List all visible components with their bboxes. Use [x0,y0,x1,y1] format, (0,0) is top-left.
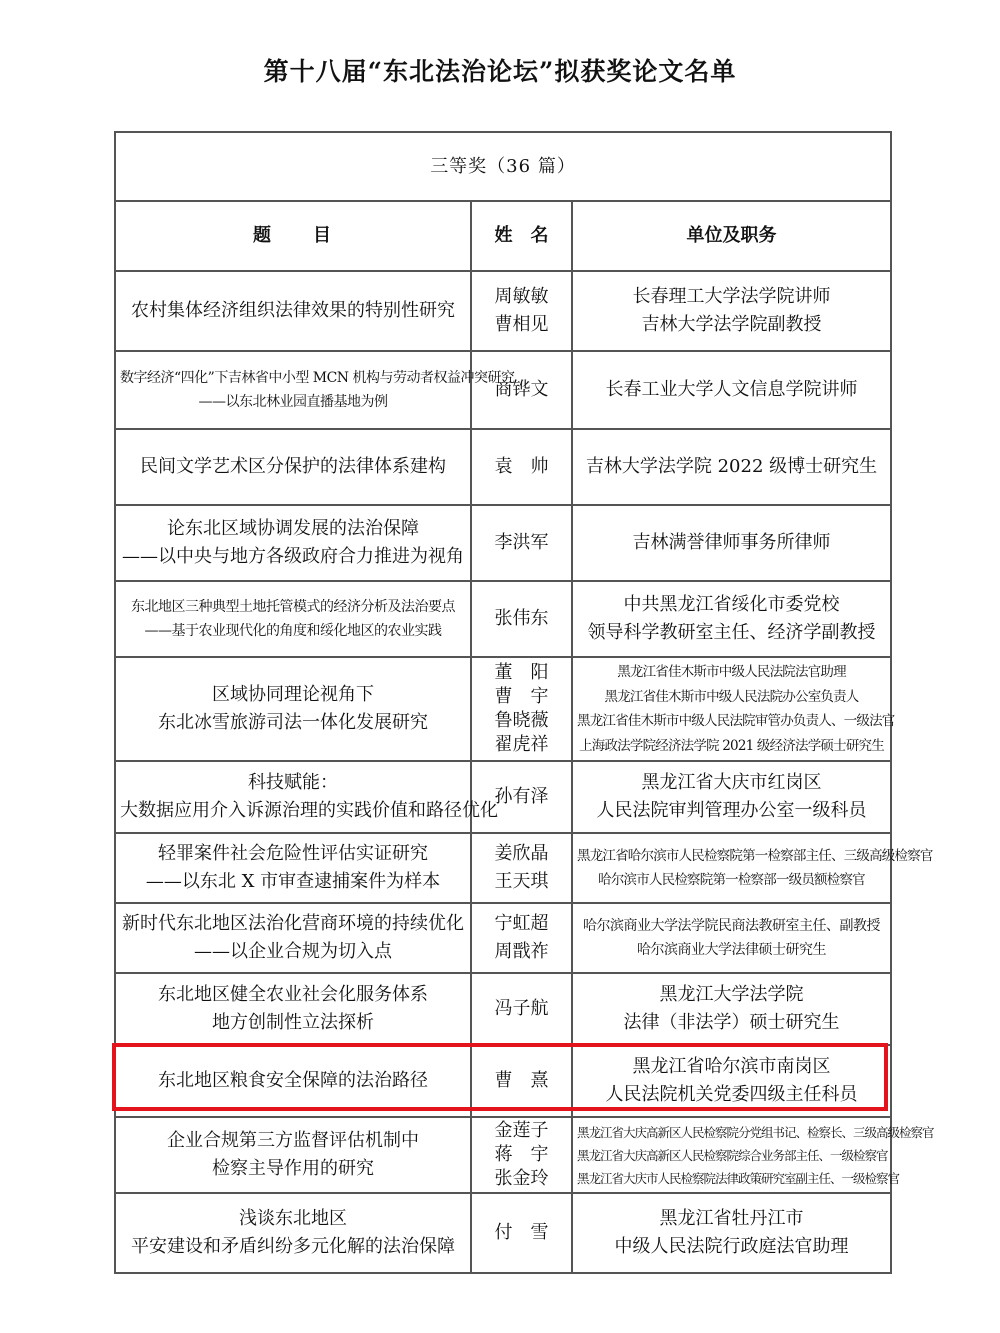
paper-title [115,903,471,973]
author-unit [572,429,891,505]
author-name-line: 李洪军 [494,532,549,553]
author-name [471,903,572,973]
table-row [115,1193,891,1273]
paper-title-line: 东北地区健全农业社会化服务体系 [158,984,428,1005]
paper-title-line: ——以中央与地方各级政府合力推进为视角 [122,546,464,567]
paper-title [115,833,471,903]
author-unit [572,903,891,973]
author-name-line: 姜欣晶 [494,843,549,864]
paper-title-line: 东北地区三种典型土地托管模式的经济分析及法治要点 [131,599,455,615]
author-unit-line: 哈尔滨商业大学法律硕士研究生 [637,942,826,958]
table-row [115,657,891,761]
author-unit-line: 黑龙江省佳木斯市中级人民法院审管办负责人、一级法官 [577,713,895,729]
paper-title-line: 民间文学艺术区分保护的法律体系建构 [140,456,446,477]
author-unit [572,761,891,833]
author-name-line: 商铧文 [494,379,549,400]
author-unit-line: 黑龙江省牡丹江市 [659,1208,804,1229]
paper-title-line: 区域协同理论视角下 [212,684,374,705]
author-unit-line: 人民法院机关党委四级主任科员 [605,1084,858,1105]
author-name [471,1117,572,1193]
author-unit-line: 黑龙江省佳木斯市中级人民法院办公室负责人 [604,688,859,705]
author-name-line: 袁 帅 [494,456,549,477]
table-row [115,581,891,657]
author-name [471,271,572,351]
paper-title-line: 企业合规第三方监督评估机制中 [167,1130,419,1151]
author-unit [572,271,891,351]
author-unit [572,1193,891,1273]
paper-title-line: 科技赋能： [248,772,338,793]
author-name-line: 宁虹超 [494,913,549,934]
column-header-row [115,201,891,271]
author-name [471,657,572,761]
author-name-line: 曹相见 [494,314,549,335]
author-unit-line: 人民法院审判管理办公室一级科员 [596,800,867,821]
paper-title-line: ——基于农业现代化的角度和绥化地区的农业实践 [144,623,442,639]
author-unit-line: 上海政法学院经济法学院 2021 级经济法学硕士研究生 [579,737,884,754]
author-unit-line: 中级人民法院行政庭法官助理 [614,1236,849,1257]
author-name-line: 冯子航 [494,998,549,1019]
author-unit-line: 黑龙江省哈尔滨市人民检察院第一检察部主任、三级高级检察官 [577,847,933,864]
table-row [115,1117,891,1193]
header-name: 姓 名 [471,201,572,271]
author-name [471,351,572,429]
author-name-line: 周敏敏 [494,286,549,307]
author-unit [572,351,891,429]
author-unit-line: 吉林满誉律师事务所律师 [632,532,831,553]
paper-title [115,1117,471,1193]
author-name-line: 曹 熹 [494,1070,549,1091]
paper-title [115,429,471,505]
author-name-line: 周戬祚 [494,941,549,962]
paper-title [115,505,471,581]
author-unit-line: 黑龙江省哈尔滨市南岗区 [632,1056,831,1077]
document-title: 第十八届“东北法治论坛”拟获奖论文名单 [263,57,737,86]
paper-title [115,271,471,351]
author-unit [572,581,891,657]
author-unit-line: 哈尔滨市人民检察院第一检察部一级员额检察官 [598,872,865,888]
paper-title-line: 平安建设和矛盾纠纷多元化解的法治保障 [131,1236,455,1257]
paper-title-line: 东北地区粮食安全保障的法治路径 [158,1070,428,1091]
author-unit-line: 长春理工大学法学院讲师 [632,286,831,307]
author-unit-line: 吉林大学法学院 2022 级博士研究生 [585,456,878,477]
author-unit-line: 黑龙江省大庆市人民检察院法律政策研究室副主任、一级检察官 [577,1170,900,1186]
section-header: 三等奖（36 篇） [115,132,891,201]
author-name-line: 孙有泽 [494,786,549,807]
paper-title [115,351,515,429]
author-name [471,761,572,833]
author-name-line: 蒋 宇 [494,1144,549,1165]
author-name-line: 张伟东 [494,608,549,629]
paper-title-line: 论东北区域协调发展的法治保障 [167,518,419,539]
paper-title-line: 东北冰雪旅游司法一体化发展研究 [158,712,428,733]
paper-title-line: 地方创制性立法探析 [212,1012,374,1033]
table-row [115,505,891,581]
author-unit-line: 法律（非法学）硕士研究生 [623,1012,840,1033]
paper-title [115,973,471,1045]
paper-title [115,581,471,657]
paper-title [115,1193,471,1273]
author-name [471,833,572,903]
paper-title-line: 新时代东北地区法治化营商环境的持续优化 [122,913,464,934]
author-unit-line: 中共黑龙江省绥化市委党校 [623,594,840,615]
author-name [471,1193,572,1273]
author-unit-line: 领导科学教研室主任、经济学副教授 [587,622,876,643]
author-name [471,973,572,1045]
author-unit-line: 吉林大学法学院副教授 [641,314,822,335]
paper-title-line: 农村集体经济组织法律效果的特别性研究 [131,300,455,321]
author-name-line: 付 雪 [494,1222,549,1243]
author-unit-line: 黑龙江省大庆市红岗区 [641,772,822,793]
author-unit [572,505,891,581]
author-name-line: 王天琪 [494,871,549,892]
paper-title-line: 浅谈东北地区 [239,1208,347,1229]
table-row [115,973,891,1045]
author-name-line: 金莲子 [494,1120,549,1141]
header-title: 题 目 [115,201,471,271]
paper-title-line: 数字经济“四化”下吉林省中小型 MCN 机构与劳动者权益冲突研究 [120,370,515,386]
author-unit [572,657,895,761]
table-row [115,903,891,973]
author-name [471,505,572,581]
author-unit [572,833,933,903]
paper-title [115,761,498,833]
table-row [115,429,891,505]
paper-title-line: 检察主导作用的研究 [212,1158,374,1179]
author-unit [572,1117,934,1193]
highlight-box [112,1043,888,1111]
author-name-line: 张金玲 [494,1168,549,1189]
author-name-line: 曹 宇 [494,686,549,707]
paper-title-line: ——以企业合规为切入点 [194,941,392,962]
paper-title-line: ——以东北 X 市审查逮捕案件为样本 [145,871,441,892]
paper-title-line: 大数据应用介入诉源治理的实践价值和路径优化 [120,800,498,821]
author-name [471,581,572,657]
author-unit-line: 黑龙江省大庆高新区人民检察院分党组书记、检察长、三级高级检察官 [577,1124,934,1140]
author-unit-line: 黑龙江大学法学院 [659,984,804,1005]
table-row [115,761,891,833]
author-unit [572,973,891,1045]
table-row [115,351,891,429]
author-unit-line: 哈尔滨商业大学法学院民商法教研室主任、副教授 [583,918,880,934]
author-unit-line: 长春工业大学人文信息学院讲师 [605,379,858,400]
header-unit: 单位及职务 [572,201,891,271]
author-name [471,429,572,505]
author-name-line: 鲁晓薇 [494,710,549,731]
author-name-line: 董 阳 [494,662,549,683]
table-row [115,271,891,351]
table-row [115,833,891,903]
paper-title-line: 轻罪案件社会危险性评估实证研究 [158,843,428,864]
author-name-line: 翟虎祥 [494,734,549,755]
paper-title-line: ——以东北林业园直播基地为例 [198,394,388,410]
author-unit-line: 黑龙江省佳木斯市中级人民法院法官助理 [617,664,846,680]
paper-title [115,657,471,761]
author-unit-line: 黑龙江省大庆高新区人民检察院综合业务部主任、一级检察官 [577,1147,888,1163]
section-header-row [115,132,891,201]
